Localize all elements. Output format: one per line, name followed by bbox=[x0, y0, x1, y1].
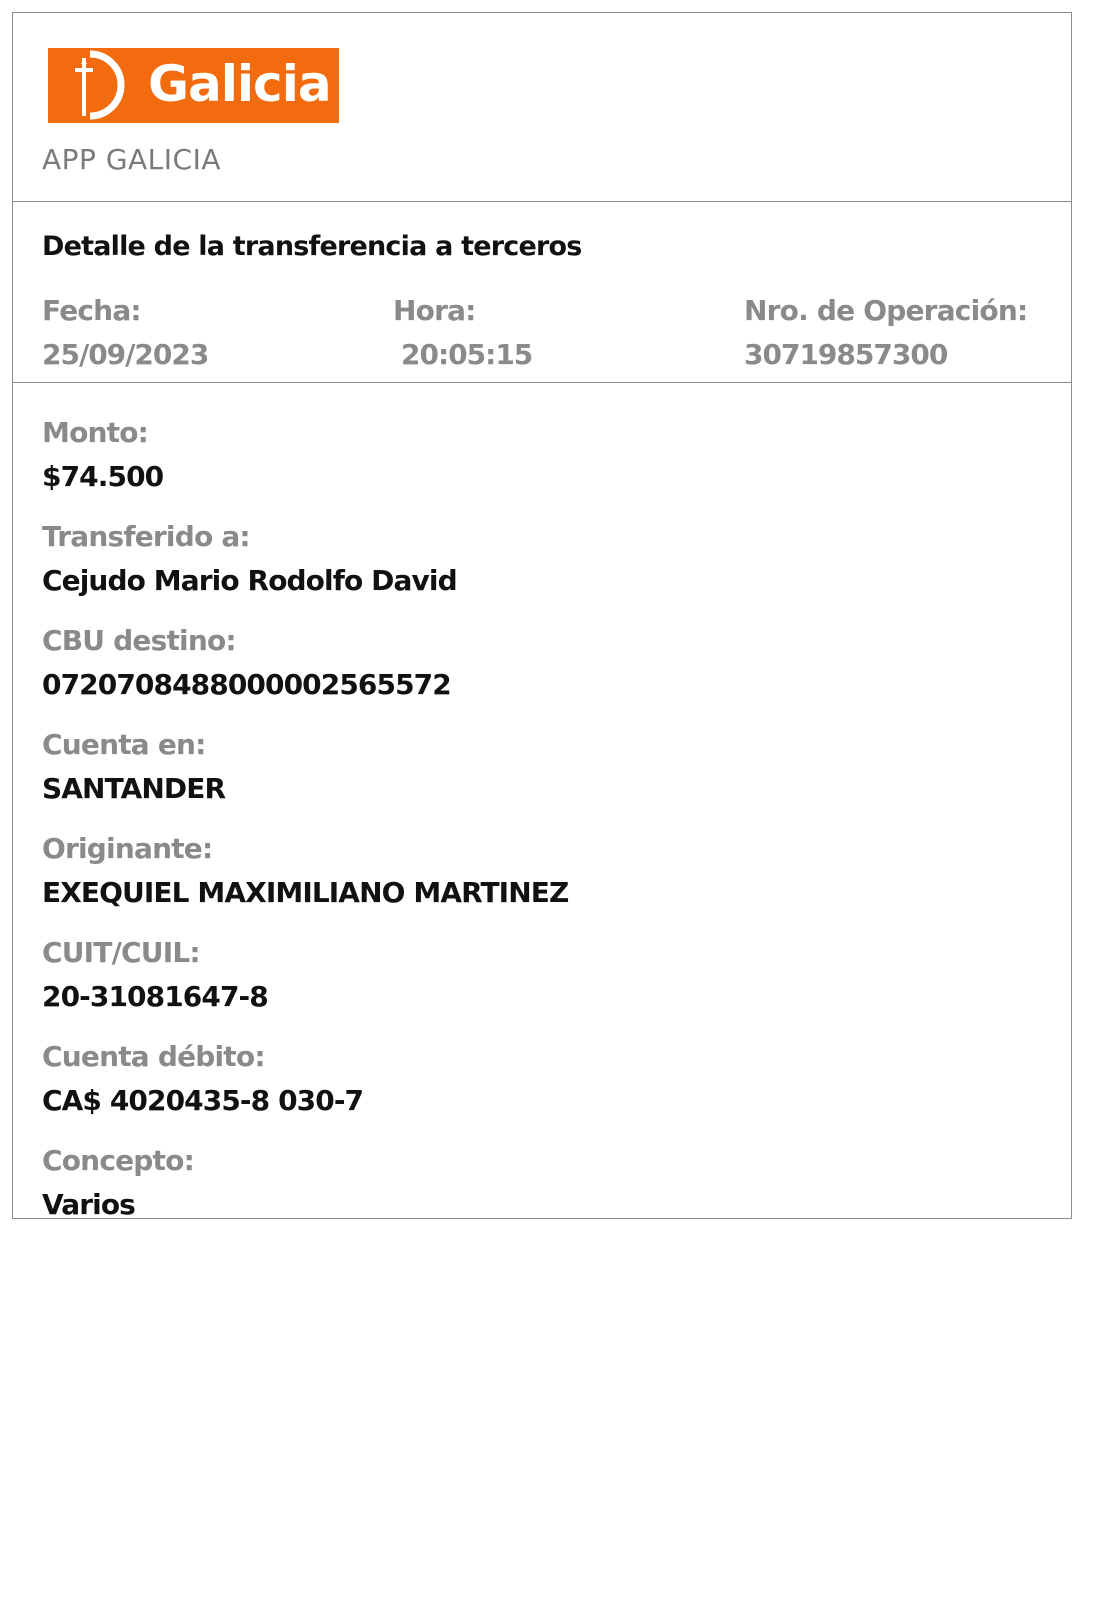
field-label: Cuenta en: bbox=[42, 728, 206, 761]
field-value: Cejudo Mario Rodolfo David bbox=[42, 564, 457, 597]
field-label: Transferido a: bbox=[42, 520, 250, 553]
field-amount bbox=[42, 413, 568, 517]
transfer-receipt bbox=[12, 12, 1072, 1219]
field-value: SANTANDER bbox=[42, 772, 226, 805]
field-value: Varios bbox=[42, 1188, 135, 1221]
field-value: EXEQUIEL MAXIMILIANO MARTINEZ bbox=[42, 876, 569, 909]
time-block bbox=[393, 291, 532, 375]
app-name: APP GALICIA bbox=[42, 143, 221, 176]
field-value: 0720708488000002565572 bbox=[42, 668, 451, 701]
field-originator bbox=[42, 829, 568, 933]
field-label: Originante: bbox=[42, 832, 213, 865]
operation-block bbox=[744, 291, 1027, 375]
field-debit-account bbox=[42, 1037, 568, 1141]
field-label: Cuenta débito: bbox=[42, 1040, 265, 1073]
field-label: Monto: bbox=[42, 416, 149, 449]
date-label: Fecha: bbox=[42, 294, 141, 327]
logo-text: Galicia bbox=[148, 55, 331, 113]
field-recipient bbox=[42, 517, 568, 621]
transfer-detail-summary bbox=[13, 201, 1071, 383]
time-value: 20:05:15 bbox=[401, 338, 533, 371]
field-value: $74.500 bbox=[42, 460, 164, 493]
field-label: Concepto: bbox=[42, 1144, 194, 1177]
date-block bbox=[42, 291, 208, 375]
transfer-fields bbox=[42, 413, 568, 1245]
time-label: Hora: bbox=[393, 294, 476, 327]
operation-value: 30719857300 bbox=[744, 338, 948, 371]
field-bank bbox=[42, 725, 568, 829]
field-cbu bbox=[42, 621, 568, 725]
field-label: CUIT/CUIL: bbox=[42, 936, 200, 969]
field-label: CBU destino: bbox=[42, 624, 236, 657]
field-concept bbox=[42, 1141, 568, 1245]
field-cuit bbox=[42, 933, 568, 1037]
field-value: 20-31081647-8 bbox=[42, 980, 268, 1013]
field-value: CA$ 4020435-8 030-7 bbox=[42, 1084, 364, 1117]
operation-label: Nro. de Operación: bbox=[744, 294, 1028, 327]
date-value: 25/09/2023 bbox=[42, 338, 209, 371]
detail-title: Detalle de la transferencia a terceros bbox=[42, 231, 582, 262]
galicia-logo bbox=[48, 48, 339, 123]
receipt-header bbox=[13, 13, 1071, 202]
